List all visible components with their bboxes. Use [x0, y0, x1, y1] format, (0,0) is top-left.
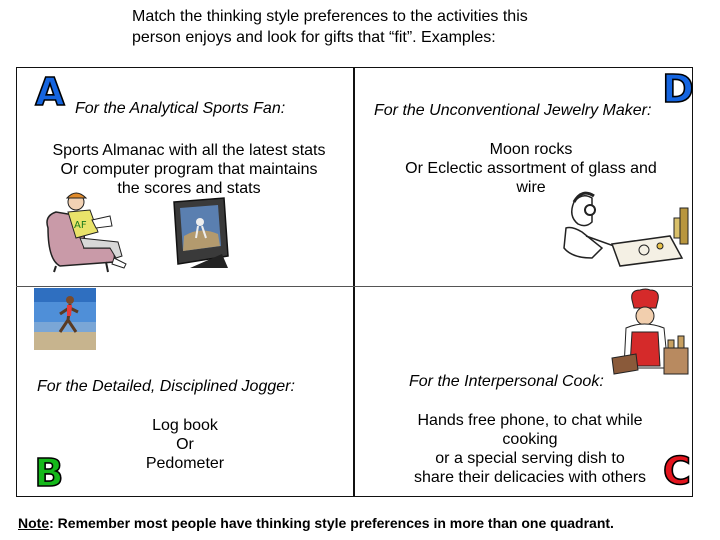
footnote-text: : Remember most people have thinking style preferences in more than one quadrant.	[49, 515, 614, 531]
quadrant-d-line-2: Or Eclectic assortment of glass and	[405, 160, 657, 177]
quadrant-b-body	[120, 416, 250, 473]
quadrant-a-heading: For the Analytical Sports Fan:	[75, 100, 286, 117]
quadrant-d-heading: For the Unconventional Jewelry Maker:	[374, 102, 652, 119]
quadrant-a-line-1: Sports Almanac with all the latest stats	[52, 142, 326, 159]
intro-text	[132, 6, 602, 48]
quadrant-b-line-2: Or	[176, 436, 194, 453]
quadrant-a-line-2: Or computer program that maintains	[60, 161, 318, 178]
quadrant-c-heading: For the Interpersonal Cook:	[409, 373, 604, 390]
footnote-label: Note	[18, 515, 50, 531]
quadrant-b-letter: B	[34, 451, 64, 495]
quadrant-c-line-2: cooking	[502, 431, 558, 448]
vertical-divider	[353, 67, 355, 497]
quadrant-c-line-4: share their delicacies with others	[413, 469, 647, 486]
quadrant-d-letter: D	[662, 67, 694, 111]
armchair-reader-clipart	[40, 186, 140, 274]
jeweler-clipart	[562, 188, 692, 270]
horizontal-divider	[16, 286, 693, 287]
quadrant-c-letter: C	[663, 449, 691, 493]
footnote	[18, 515, 718, 531]
quadrant-c-line-1: Hands free phone, to chat while	[417, 412, 643, 429]
quadrant-d-line-1: Moon rocks	[489, 141, 573, 158]
quadrant-b-line-3: Pedometer	[145, 455, 225, 472]
quadrant-d-line-3: wire	[516, 179, 546, 196]
quadrant-c-body	[370, 411, 690, 487]
quadrant-a-line-3: the scores and stats	[117, 180, 261, 197]
svg-text:AF: AF	[74, 220, 87, 231]
quadrant-a-letter: A	[35, 70, 65, 114]
tv-sports-clipart	[170, 196, 232, 270]
intro-line-1: Match the thinking style preferences to the activities this	[132, 8, 528, 25]
intro-line-2: person enjoys and look for gifts that “fit”. Examples:	[132, 29, 496, 46]
quadrant-b-heading: For the Detailed, Disciplined Jogger:	[37, 378, 295, 395]
quadrant-c-line-3: or a special serving dish to	[435, 450, 625, 467]
jogger-beach-photo	[34, 288, 96, 350]
chef-clipart	[608, 288, 692, 380]
quadrant-b-line-1: Log book	[152, 417, 218, 434]
